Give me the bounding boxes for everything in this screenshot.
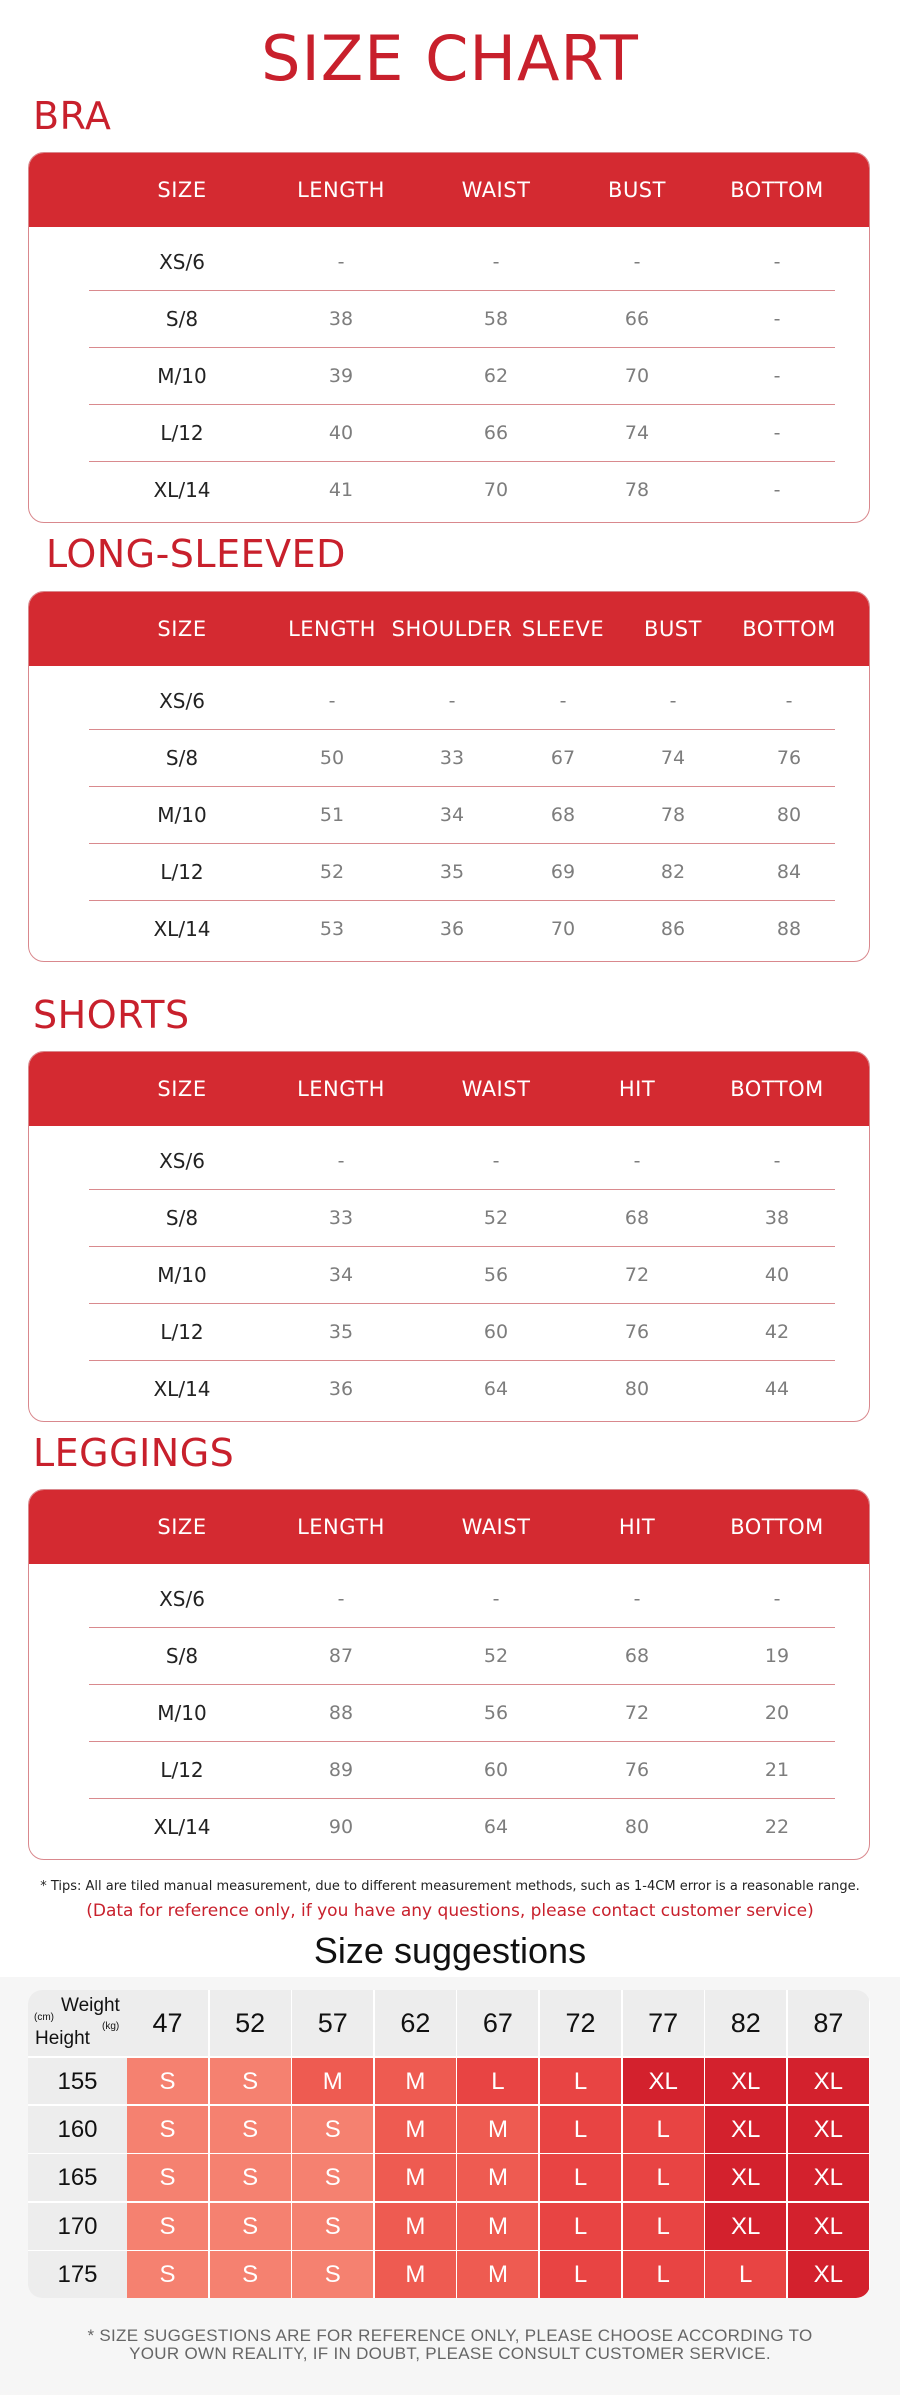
measurement-value: 56 [483,1264,509,1286]
measurement-value: 78 [624,479,650,501]
shorts-size-table [28,1051,870,1422]
measurement-value: - [559,690,567,712]
measurement-value: 33 [439,747,465,769]
measurement-value: 87 [328,1645,354,1667]
size-suggestion-cell: M [457,2106,538,2153]
measurement-value: 50 [319,747,345,769]
size-label: L/12 [160,860,204,884]
measurement-value: 20 [764,1702,790,1724]
bra-column-header: LENGTH [297,178,385,202]
measurement-value: 62 [483,365,509,387]
size-suggestion-cell: S [292,2154,373,2201]
size-suggestion-cell: L [457,2058,538,2105]
measurement-value: 80 [624,1378,650,1400]
leggings-table-header [29,1490,869,1564]
measurement-value: 86 [660,918,686,940]
table-row [89,1685,835,1742]
bra-column-header: BOTTOM [730,178,824,202]
size-suggestion-cell: L [540,2203,621,2250]
table-row [89,348,835,405]
measurement-value: - [337,1150,345,1172]
measurement-value: 72 [624,1702,650,1724]
size-suggestions-table [28,1990,870,2298]
table-row [89,1304,835,1361]
measurement-value: - [669,690,677,712]
size-label: M/10 [157,803,207,827]
size-suggestion-cell: S [210,2058,291,2105]
table-row [89,1361,835,1418]
measurement-value: 70 [624,365,650,387]
size-suggestion-cell: XL [623,2058,704,2105]
table-row [89,673,835,730]
shorts-column-header: HIT [618,1077,656,1101]
bra-column-header: BUST [608,178,666,202]
measurement-value: 56 [483,1702,509,1724]
measurement-value: 40 [328,422,354,444]
height-header-cell: 160 [28,2106,127,2153]
measurement-value: 66 [483,422,509,444]
leggings-column-header: WAIST [461,1515,531,1539]
table-row [89,901,835,958]
measurement-value: 36 [328,1378,354,1400]
size-suggestion-cell: S [127,2106,208,2153]
measurement-value: 19 [764,1645,790,1667]
size-suggestion-cell: M [375,2106,456,2153]
size-suggestion-cell: S [210,2154,291,2201]
measurement-value: 34 [439,804,465,826]
size-suggestion-cell: L [705,2251,786,2298]
size-suggestion-cell: XL [705,2058,786,2105]
size-label: M/10 [157,1701,207,1725]
table-row [89,234,835,291]
size-suggestion-cell: L [540,2251,621,2298]
size-suggestion-cell: XL [705,2106,786,2153]
measurement-value: - [773,1150,781,1172]
size-suggestion-cell: L [623,2106,704,2153]
measurement-value: 60 [483,1759,509,1781]
weight-unit: (kg) [102,2021,120,2032]
size-label: L/12 [160,1320,204,1344]
table-row [89,1742,835,1799]
size-suggestion-cell: XL [705,2154,786,2201]
measurement-value: 44 [764,1378,790,1400]
bra-table-header [29,153,869,227]
size-suggestion-cell: S [210,2251,291,2298]
table-row [89,1571,835,1628]
table-row [89,1799,835,1856]
measurement-value: 39 [328,365,354,387]
long-sleeved-size-table [28,591,870,962]
reference-note: (Data for reference only, if you have any questions, please contact customer service) [86,1901,814,1921]
measurement-value: 60 [483,1321,509,1343]
measurement-value: 42 [764,1321,790,1343]
table-row [89,1247,835,1304]
height-header-cell: 155 [28,2058,127,2105]
size-suggestion-cell: XL [788,2154,869,2201]
size-suggestion-cell: M [375,2203,456,2250]
measurement-value: 80 [624,1816,650,1838]
table-row [89,1628,835,1685]
measurement-value: 78 [660,804,686,826]
size-label: S/8 [165,307,199,331]
long-sleeved-table-header [29,592,869,666]
size-suggestion-cell: L [623,2251,704,2298]
measurement-value: - [773,422,781,444]
leggings-column-header: HIT [618,1515,656,1539]
size-suggestion-cell: M [375,2154,456,2201]
size-label: XL/14 [153,1815,211,1839]
page-title: SIZE CHART [261,22,639,95]
height-unit: (cm) [34,2012,54,2023]
measurement-value: 40 [764,1264,790,1286]
leggings-size-table [28,1489,870,1860]
measurement-value: 35 [328,1321,354,1343]
weight-header-cell: 47 [127,1990,208,2056]
size-suggestion-cell: L [623,2203,704,2250]
size-suggestion-cell: XL [788,2058,869,2105]
size-suggestion-cell: S [127,2154,208,2201]
weight-header-cell: 87 [788,1990,869,2056]
measurement-value: 88 [776,918,802,940]
measurement-value: 33 [328,1207,354,1229]
measurement-value: 76 [776,747,802,769]
measurement-value: 76 [624,1759,650,1781]
weight-height-corner [28,1990,127,2056]
height-label: Height [35,2028,90,2049]
measurement-value: 64 [483,1378,509,1400]
size-suggestion-cell: XL [705,2203,786,2250]
measurement-value: 53 [319,918,345,940]
size-suggestion-cell: M [375,2251,456,2298]
size-suggestion-cell: XL [788,2106,869,2153]
section-title-bra: BRA [33,94,112,138]
measurement-value: 72 [624,1264,650,1286]
measurement-value: - [633,1588,641,1610]
size-suggestion-cell: XL [788,2203,869,2250]
measurement-value: 69 [550,861,576,883]
measurement-tips: * Tips: All are tiled manual measurement, due to different measurement methods, such as 1-4CM error is a reasonable range. [40,1879,860,1894]
size-suggestion-cell: S [127,2058,208,2105]
shorts-column-header: BOTTOM [730,1077,824,1101]
size-label: XL/14 [153,478,211,502]
measurement-value: 88 [328,1702,354,1724]
leggings-column-header: LENGTH [297,1515,385,1539]
leggings-column-header: BOTTOM [730,1515,824,1539]
size-label: XS/6 [159,1149,205,1173]
size-suggestion-cell: M [457,2251,538,2298]
weight-header-cell: 72 [540,1990,621,2056]
measurement-value: 36 [439,918,465,940]
long-sleeved-column-header: SHOULDER [391,617,513,641]
height-header-cell: 165 [28,2154,127,2201]
size-suggestion-cell: M [292,2058,373,2105]
measurement-value: - [773,365,781,387]
measurement-value: 74 [660,747,686,769]
measurement-value: - [492,1150,500,1172]
weight-header-cell: 67 [457,1990,538,2056]
size-label: M/10 [157,1263,207,1287]
leggings-column-header: SIZE [157,1515,207,1539]
long-sleeved-column-header: BUST [644,617,702,641]
measurement-value: 67 [550,747,576,769]
measurement-value: - [773,308,781,330]
size-suggestion-cell: S [210,2106,291,2153]
table-row [89,405,835,462]
size-suggestion-cell: M [457,2203,538,2250]
measurement-value: - [633,251,641,273]
size-label: XS/6 [159,250,205,274]
measurement-value: 34 [328,1264,354,1286]
measurement-value: 38 [328,308,354,330]
measurement-value: 51 [319,804,345,826]
shorts-column-header: SIZE [157,1077,207,1101]
measurement-value: - [785,690,793,712]
measurement-value: 58 [483,308,509,330]
size-label: S/8 [165,1644,199,1668]
section-title-shorts: SHORTS [33,993,190,1037]
measurement-value: 52 [319,861,345,883]
weight-header-cell: 57 [292,1990,373,2056]
table-row [89,1190,835,1247]
measurement-value: 38 [764,1207,790,1229]
measurement-value: 21 [764,1759,790,1781]
long-sleeved-column-header: SLEEVE [521,617,605,641]
measurement-value: 66 [624,308,650,330]
weight-header-cell: 52 [210,1990,291,2056]
measurement-value: - [337,1588,345,1610]
measurement-value: 35 [439,861,465,883]
bra-column-header: SIZE [157,178,207,202]
measurement-value: - [337,251,345,273]
measurement-value: 68 [624,1645,650,1667]
measurement-value: - [492,251,500,273]
footnote-line-2: YOUR OWN REALITY, IF IN DOUBT, PLEASE CONSULT CUSTOMER SERVICE. [129,2344,771,2363]
size-suggestion-cell: S [292,2203,373,2250]
weight-header-cell: 82 [705,1990,786,2056]
size-suggestion-cell: S [292,2106,373,2153]
size-label: M/10 [157,364,207,388]
long-sleeved-column-header: SIZE [157,617,207,641]
long-sleeved-column-header: BOTTOM [742,617,836,641]
footnote-line-1: * SIZE SUGGESTIONS ARE FOR REFERENCE ONLY, PLEASE CHOOSE ACCORDING TO [87,2326,813,2345]
measurement-value: 52 [483,1645,509,1667]
measurement-value: - [773,479,781,501]
shorts-column-header: LENGTH [297,1077,385,1101]
height-header-cell: 170 [28,2203,127,2250]
size-suggestion-cell: S [127,2203,208,2250]
size-suggestion-cell: M [457,2154,538,2201]
measurement-value: - [492,1588,500,1610]
size-label: XL/14 [153,1377,211,1401]
measurement-value: 89 [328,1759,354,1781]
size-suggestion-cell: L [540,2058,621,2105]
size-label: XS/6 [159,1587,205,1611]
weight-header-cell: 62 [375,1990,456,2056]
section-title-leggings: LEGGINGS [33,1431,235,1475]
measurement-value: 90 [328,1816,354,1838]
measurement-value: 64 [483,1816,509,1838]
size-suggestion-cell: L [623,2154,704,2201]
size-label: L/12 [160,1758,204,1782]
measurement-value: 76 [624,1321,650,1343]
long-sleeved-column-header: LENGTH [288,617,376,641]
table-row [89,1133,835,1190]
measurement-value: - [328,690,336,712]
table-row [89,730,835,787]
table-row [89,844,835,901]
section-title-long-sleeved: LONG-SLEEVED [46,532,346,576]
size-suggestion-cell: L [540,2106,621,2153]
shorts-column-header: WAIST [461,1077,531,1101]
shorts-table-header [29,1052,869,1126]
table-row [89,787,835,844]
weight-label: Weight [61,1995,120,2016]
size-label: S/8 [165,1206,199,1230]
bra-size-table [28,152,870,523]
size-suggestion-cell: M [375,2058,456,2105]
measurement-value: 82 [660,861,686,883]
measurement-value: 70 [550,918,576,940]
measurement-value: - [448,690,456,712]
measurement-value: 68 [624,1207,650,1229]
table-row [89,462,835,519]
size-label: S/8 [165,746,199,770]
suggestions-footnote [0,2327,900,2363]
size-label: XL/14 [153,917,211,941]
measurement-value: 52 [483,1207,509,1229]
measurement-value: 68 [550,804,576,826]
size-label: L/12 [160,421,204,445]
bra-column-header: WAIST [461,178,531,202]
measurement-value: 41 [328,479,354,501]
weight-header-cell: 77 [623,1990,704,2056]
size-label: XS/6 [159,689,205,713]
measurement-value: 70 [483,479,509,501]
measurement-value: 84 [776,861,802,883]
size-suggestion-cell: S [292,2251,373,2298]
table-row [89,291,835,348]
size-suggestion-cell: S [127,2251,208,2298]
measurement-value: 22 [764,1816,790,1838]
size-suggestions-title: Size suggestions [313,1930,587,1971]
measurement-value: - [773,1588,781,1610]
height-header-cell: 175 [28,2251,127,2298]
size-suggestion-cell: L [540,2154,621,2201]
measurement-value: 74 [624,422,650,444]
measurement-value: - [633,1150,641,1172]
size-suggestion-cell: XL [788,2251,869,2298]
size-suggestion-cell: S [210,2203,291,2250]
measurement-value: 80 [776,804,802,826]
measurement-value: - [773,251,781,273]
